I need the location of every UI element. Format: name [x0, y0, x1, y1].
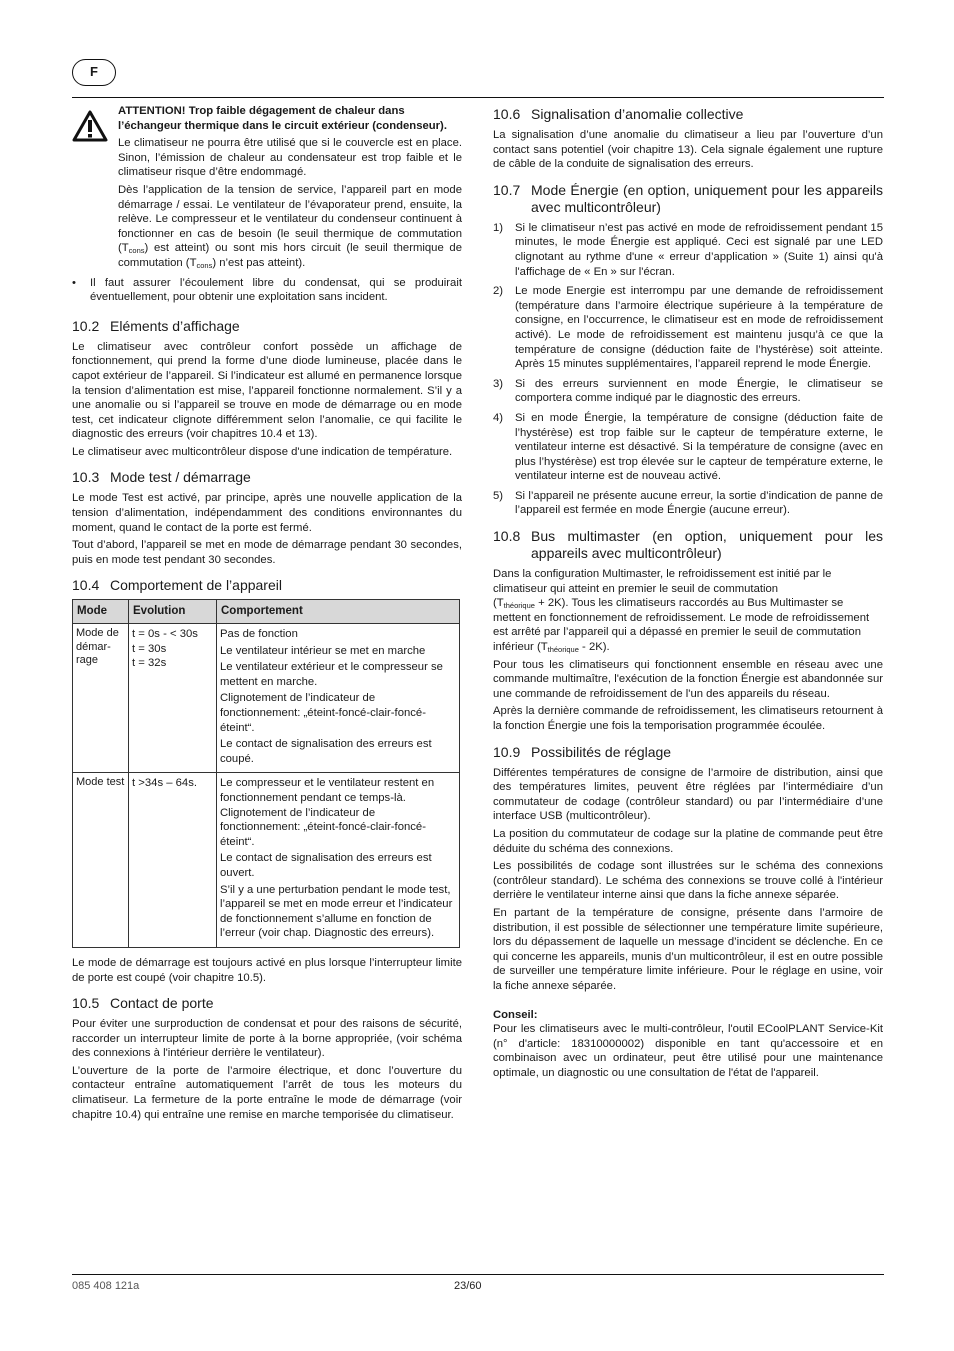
section-10-8-p3: Après la dernière commande de refroidissement, les climatiseurs retournent à la fonction Énergie une fois la temporisation programmée écoulée. [493, 705, 883, 732]
tip-title: Conseil: [493, 1008, 538, 1021]
section-10-4-after: Le mode de démarrage est toujours activé en plus lorsque l’interrupteur limite de porte est coupé (voir chapitre 10.5). [72, 956, 462, 984]
section-10-9-heading: 10.9 Possibilités de réglage [493, 743, 672, 760]
list-item: 2) Le mode Energie est interrompu par une demande de refroidissement (température dans l’armoire électrique supérieure à la température de consigne, en l’occurrence, le climatiseur est en mode de refroidissement activé). Le mode de refroidissement est maintenu jusqu’à ce que la température de consigne (déduction faite de l’hystérèse) soit atteinte. Après 15 minutes supplémentaires, l’appareil reprend le mode Énergie. [493, 285, 883, 371]
warning-paragraph-1: Le climatiseur ne pourra être utilisé que si le couvercle est en place. Sinon, l’émission de chaleur au condensateur est trop faible et le climatiseur risque d’être endommagé. [118, 137, 462, 179]
behaviour-table [72, 599, 460, 947]
section-10-9-p1: Différentes températures de consigne de l’armoire de distribution, ainsi que des températures limites, peuvent être réglées par l’intermédiaire d’un commutateur de codage (contrôleur standard) ou par l’intermédiaire d’une interface USB (multicontrôleur). [493, 766, 883, 823]
section-10-5-p1: Pour éviter une surproduction de condensat et pour des raisons de sécurité, raccorder un interrupteur limite de porte à la borne appropriée, (voir schéma des connexions à l'intérieur derrière le ventilateur). [72, 1018, 462, 1060]
section-10-6-p1: La signalisation d’une anomalie du climatiseur a lieu par l’ouverture d’un contact sans potentiel (voir chapitre 13). Cela signale également une rupture de câble de la conduite de signalisation des erreurs. [493, 129, 883, 171]
right-column [493, 106, 883, 1083]
energy-mode-list [493, 221, 883, 518]
table-cell-mode: Mode test [73, 773, 129, 948]
table-row [73, 773, 460, 948]
warning-icon [72, 104, 118, 274]
page-number: 23/60 [454, 1280, 482, 1292]
section-10-2-p1: Le climatiseur avec contrôleur confort possède un affichage de fonctionnement, qui prend la forme d’une diode lumineuse, placée dans le capot extérieur de l’appareil. Si l’indicateur est allumé en permanence lorsque la tension d’alimentation est mise, l’appareil fonctionne normalement. S’il y a une anomalie ou si l’appareil se trouve en mode de démarrage ou en mode test, cet indicateur clignote différemment selon l’anomalie, ce qui facilite le diagnostic des erreurs (voir chapitres 10.4 et 13). [72, 340, 462, 441]
section-10-2-p2: Le climatiseur avec multicontrôleur dispose d'une indication de température. [72, 445, 453, 458]
section-10-6-heading: 10.6 Signalisation d’anomalie collective [493, 106, 744, 122]
tip-text: Pour les climatiseurs avec le multi-contrôleur, l'outil ECoolPLANT Service-Kit (n° d'article: 18310000002) disponible en tant qu'accessoire et en combinaison avec un ordinateur, peut être utilisé pour une maintenance optimale, un diagnostic ou une consultation de l'état de l'appareil. [493, 1023, 883, 1079]
section-10-9-p2: La position du commutateur de codage sur la platine de commande peut être déduite du schéma des connexions. [493, 827, 883, 855]
section-10-9-p4: En partant de la température de consigne, présente dans l’armoire de distribution, il est possible de sélectionner une température limite supérieure, lors du dépassement de laquelle un message d’incident se déclenche. En ce qui concerne les appareils, munis d’un multicontrôleur, il est en outre possible de surveiller une température limite inférieure. Pour le réglage en usine, voir la fiche annexe séparée. [493, 906, 883, 992]
warning-title: ATTENTION! Trop faible dégagement de chaleur dans l’échangeur thermique dans le circuit extérieur (condenseur). [118, 105, 447, 132]
table-row [73, 624, 460, 773]
section-10-5-heading: 10.5 Contact de porte [72, 995, 214, 1012]
doc-number: 085 408 121a [72, 1280, 140, 1292]
section-10-8-p1: Dans la configuration Multimaster, le refroidissement est initié par le climatiseur qui atteint en premier le seuil de commutation $(T_{théorique} + 2K)$. Tous les climatiseurs raccordés au Bus Multimaster se mettent en fonctionnement de refroidissement. Le mode de refroidissement est arrêté par l’appareil qui a dépassé en premier le seuil de commutation inférieur $(T_{théorique} - 2K)$. [493, 568, 870, 655]
table-cell-evolution: t >34s – 64s. [129, 773, 217, 948]
table-header-evolution: Evolution [129, 600, 217, 624]
left-column [72, 104, 462, 1125]
section-10-5-p2: L’ouverture de la porte de l’armoire électrique, et donc l’ouverture du contacteur entraîne automatiquement l’arrêt de tous les moteurs du climatiseur. La fermeture de la porte entraîne le mode de démarrage (voir chapitre 10.4) qui entraîne une remise en marche temporisée du climatiseur. [72, 1064, 462, 1121]
table-cell-behaviour: Pas de fonction Le ventilateur intérieur se met en marche Le ventilateur extérieur et le compresseur se mettent en marche. Clignotement de l’indicateur de fonctionnement: „éteint-foncé-clair-foncé-éteint“. Le contact de signalisation des erreurs est coupé. [217, 624, 460, 773]
table-header-mode: Mode [73, 600, 129, 624]
footer-rule [72, 1274, 884, 1275]
section-10-3-heading: 10.3 Mode test / démarrage [72, 469, 251, 486]
table-cell-mode: Mode de démar-rage [73, 624, 129, 773]
table-header-behaviour: Comportement [217, 600, 460, 624]
section-10-9-p3: Les possibilités de codage sont illustrées sur le schéma des connexions (contrôleur standard). Le schéma des connexions se trouve collé à l'intérieur derrière le ventilateur interne ainsi que dans la fiche annexe séparée. [493, 860, 883, 902]
section-10-2-heading: 10.2 Eléments d’affichage [72, 317, 240, 334]
warning-paragraph-2: Dès l’application de la tension de service, l’appareil part en mode démarrage / essai. Le ventilateur de l’évaporateur prend, ensuite, la relève. Le compresseur et le ventilateur du condenseur continuent à fonctionner en cas de besoin (le seuil thermique de commutation $(T_{cons})$ est atteint) ou sont mis hors circuit (le seuil thermique de commutation $(T_{cons})$ n’est pas atteint). [118, 183, 462, 270]
language-badge: F [72, 59, 116, 86]
section-10-3-p1: Le mode Test est activé, par principe, après une nouvelle application de la tension d’alimentation, indépendamment des conditions environnantes du moment, quand le contact de la porte est fermé. [72, 492, 462, 534]
section-10-3-p2: Tout d’abord, l’appareil se met en mode de démarrage pendant 30 secondes, puis en mode test pendant 30 secondes. [72, 539, 462, 566]
warning-block [72, 104, 462, 274]
list-item: 4) Si en mode Énergie, la température de consigne (déduction faite de l’hystérèse) est trop faible sur le capteur de température externe, le ventilateur interne est désactivé. Si la température de consigne (avec en plus l’hystérèse) est trop élevée sur le capteur de température externe, le ventilateur interne est de nouveau activé. [493, 411, 883, 483]
table-cell-behaviour: Le compresseur et le ventilateur restent en fonctionnement pendant ce temps-là. Clignotement de l’indicateur de fonctionnement: „éteint-foncé-clair-foncé-éteint“. Le contact de signalisation des erreurs est ouvert. S’il y a une perturbation pendant le mode test, l’appareil se met en mode erreur et l’indicateur de fonctionnement s’allume en fonction de l’erreur (voir chap. Diagnostic des erreurs). [217, 773, 460, 948]
section-10-7-heading: 10.7 Mode Énergie (en option, uniquement pour les appareils avec multicontrôleur) [493, 181, 883, 215]
section-10-4-heading: 10.4 Comportement de l’appareil [72, 577, 282, 594]
section-10-8-p2: Pour tous les climatiseurs qui fonctionnent ensemble en réseau avec une commande multimaître, l'exécution de la fonction Énergie est abandonnée sur une commande de refroidissement de l'un des appareils du réseau. [493, 658, 883, 700]
header-rule [72, 97, 884, 98]
list-item: 3) Si des erreurs surviennent en mode Énergie, le climatiseur se comportera comme indiqué par le diagnostic des erreurs. [493, 377, 883, 405]
list-item: 1) Si le climatiseur n’est pas activé en mode de refroidissement pendant 15 minutes, le mode Énergie est appliqué. Ceci est signalé par une LED clignotant au rythme d'une « erreur d’application » (Suite 1) ainsi qu'à l'affichage de « En » sur l'écran. [493, 221, 883, 278]
bullet-condensate: • Il faut assurer l’écoulement libre du condensat, qui se produirait éventuellement, pour obtenir une exploitation sans incident. [72, 276, 462, 304]
table-cell-evolution: t = 0s - < 30s t = 30s t = 32s [129, 624, 217, 773]
section-10-8-heading: 10.8 Bus multimaster (en option, uniquement pour les appareils avec multicontrôleur) [493, 528, 883, 562]
list-item: 5) Si l’appareil ne présente aucune erreur, la sortie d’indication de panne de l’appareil est fermée en mode Énergie (aucune erreur). [493, 489, 883, 517]
